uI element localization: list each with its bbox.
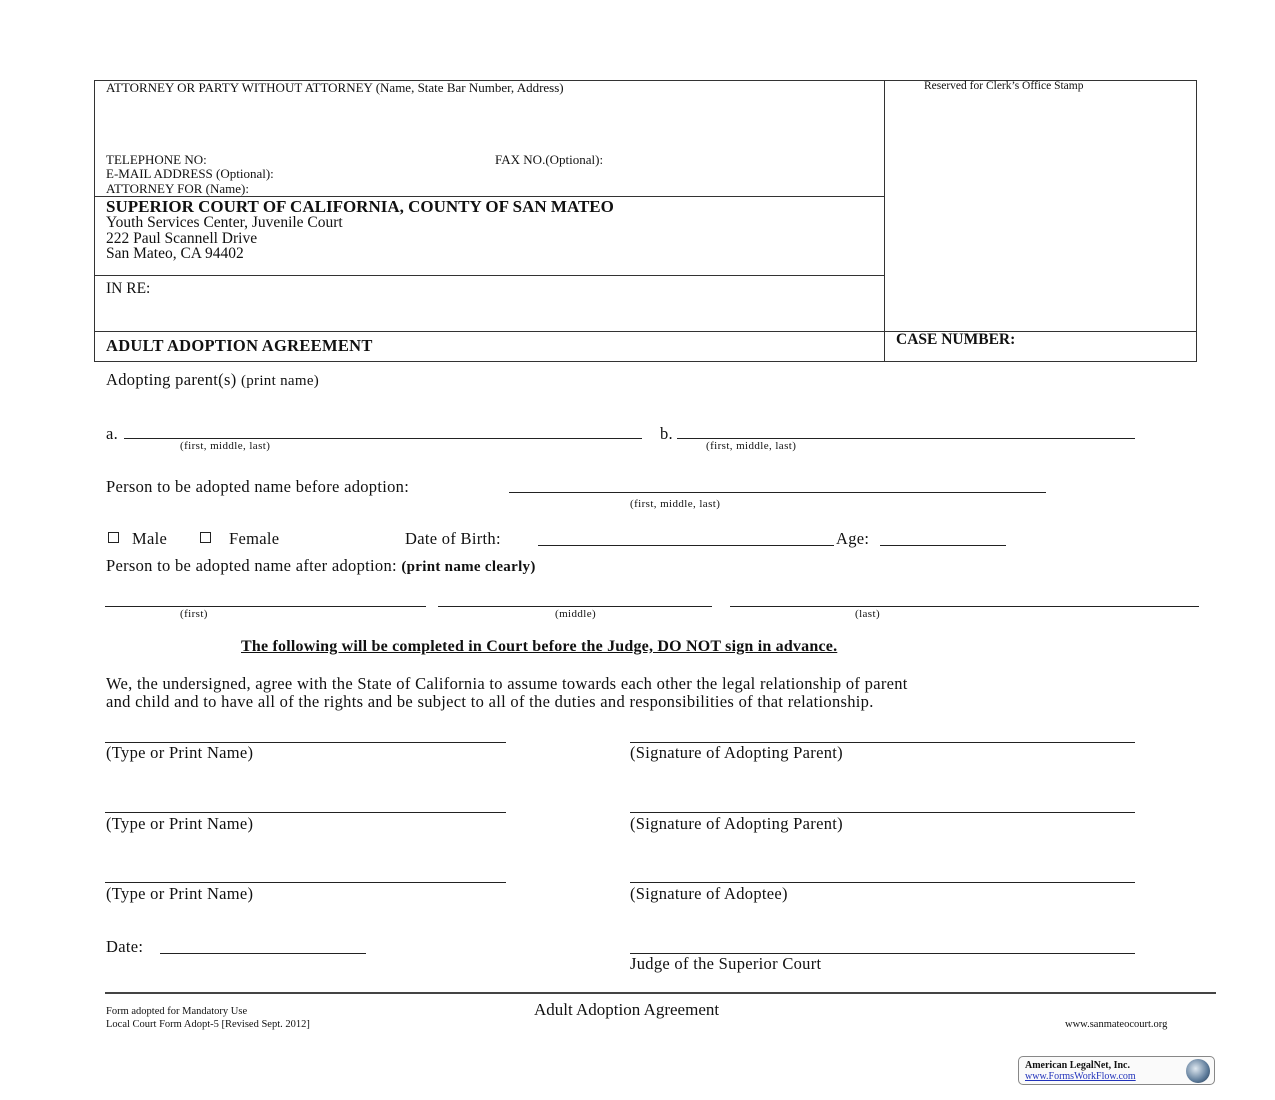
field-hint: (first, middle, last): [706, 440, 797, 452]
adopting-parent-b-field[interactable]: [677, 438, 1135, 439]
judge-label: Judge of the Superior Court: [630, 954, 822, 973]
footer-divider: [105, 992, 1216, 994]
signature-field[interactable]: [630, 882, 1135, 883]
field-hint: (middle): [555, 608, 597, 620]
adopting-parent-a-field[interactable]: [124, 438, 642, 439]
date-field[interactable]: [160, 953, 366, 954]
clerk-stamp-label: Reserved for Clerk’s Office Stamp: [924, 80, 1084, 92]
fax-label: FAX NO.(Optional):: [495, 152, 604, 167]
signature-label: (Signature of Adopting Parent): [630, 743, 843, 762]
divider: [94, 275, 884, 276]
footer-mandatory: Form adopted for Mandatory Use: [106, 1006, 248, 1017]
court-address-line: San Mateo, CA 94402: [106, 245, 244, 262]
case-number-label: CASE NUMBER:: [896, 331, 1016, 348]
print-name-label: (Type or Print Name): [106, 884, 254, 903]
female-checkbox[interactable]: [200, 532, 211, 543]
age-field[interactable]: [880, 545, 1006, 546]
divider: [884, 80, 885, 362]
print-name-label: (Type or Print Name): [106, 743, 254, 762]
b-label: b.: [660, 424, 673, 443]
first-name-field[interactable]: [105, 606, 426, 607]
name-after-label: Person to be adopted name after adoption: (print name clearly): [106, 556, 536, 575]
signature-label: (Signature of Adoptee): [630, 884, 788, 903]
print-name-field[interactable]: [105, 882, 506, 883]
male-checkbox[interactable]: [108, 532, 119, 543]
divider: [94, 331, 1197, 332]
signature-label: (Signature of Adopting Parent): [630, 814, 843, 833]
logo-link[interactable]: www.FormsWorkFlow.com: [1025, 1071, 1136, 1082]
name-before-label: Person to be adopted name before adoption:: [106, 477, 410, 496]
field-hint: (first, middle, last): [630, 498, 721, 510]
attorney-label: ATTORNEY OR PARTY WITHOUT ATTORNEY (Name, State Bar Number, Address): [106, 80, 564, 95]
field-hint: (first, middle, last): [180, 440, 271, 452]
female-label: Female: [229, 529, 280, 548]
name-before-field[interactable]: [509, 492, 1046, 493]
american-legalnet-logo[interactable]: [1018, 1056, 1215, 1085]
field-hint: (last): [855, 608, 881, 620]
print-name-field[interactable]: [105, 812, 506, 813]
telephone-label: TELEPHONE NO:: [106, 152, 207, 167]
agreement-text: We, the undersigned, agree with the State of California to assume towards each other the legal relationship of parent: [106, 674, 908, 693]
court-address-line: Youth Services Center, Juvenile Court: [106, 214, 343, 231]
agreement-text: and child and to have all of the rights and be subject to all of the duties and responsibilities of that relationship.: [106, 692, 874, 711]
age-label: Age:: [836, 529, 870, 548]
court-address-line: 222 Paul Scannell Drive: [106, 230, 258, 247]
in-re-label: IN RE:: [106, 280, 151, 297]
footer-website: www.sanmateocourt.org: [1065, 1019, 1168, 1030]
print-name-label: (Type or Print Name): [106, 814, 254, 833]
dob-label: Date of Birth:: [405, 529, 501, 548]
date-label: Date:: [106, 937, 144, 956]
field-hint: (first): [180, 608, 208, 620]
email-label: E-MAIL ADDRESS (Optional):: [106, 166, 274, 181]
middle-name-field[interactable]: [438, 606, 712, 607]
footer-title: Adult Adoption Agreement: [534, 1000, 720, 1019]
dob-field[interactable]: [538, 545, 834, 546]
court-title: SUPERIOR COURT OF CALIFORNIA, COUNTY OF SAN MATEO: [106, 197, 614, 216]
court-notice: The following will be completed in Court before the Judge, DO NOT sign in advance.: [241, 638, 838, 655]
adopting-parents-label: Adopting parent(s) (print name): [106, 370, 320, 389]
attorney-for-label: ATTORNEY FOR (Name):: [106, 181, 249, 196]
logo-name: American LegalNet, Inc.: [1025, 1060, 1130, 1071]
globe-icon: [1186, 1059, 1210, 1083]
signature-field[interactable]: [630, 812, 1135, 813]
form-title: ADULT ADOPTION AGREEMENT: [106, 336, 373, 355]
footer-form-id: Local Court Form Adopt-5 [Revised Sept. 2012]: [106, 1019, 310, 1030]
last-name-field[interactable]: [730, 606, 1199, 607]
a-label: a.: [106, 424, 119, 443]
male-label: Male: [132, 529, 168, 548]
